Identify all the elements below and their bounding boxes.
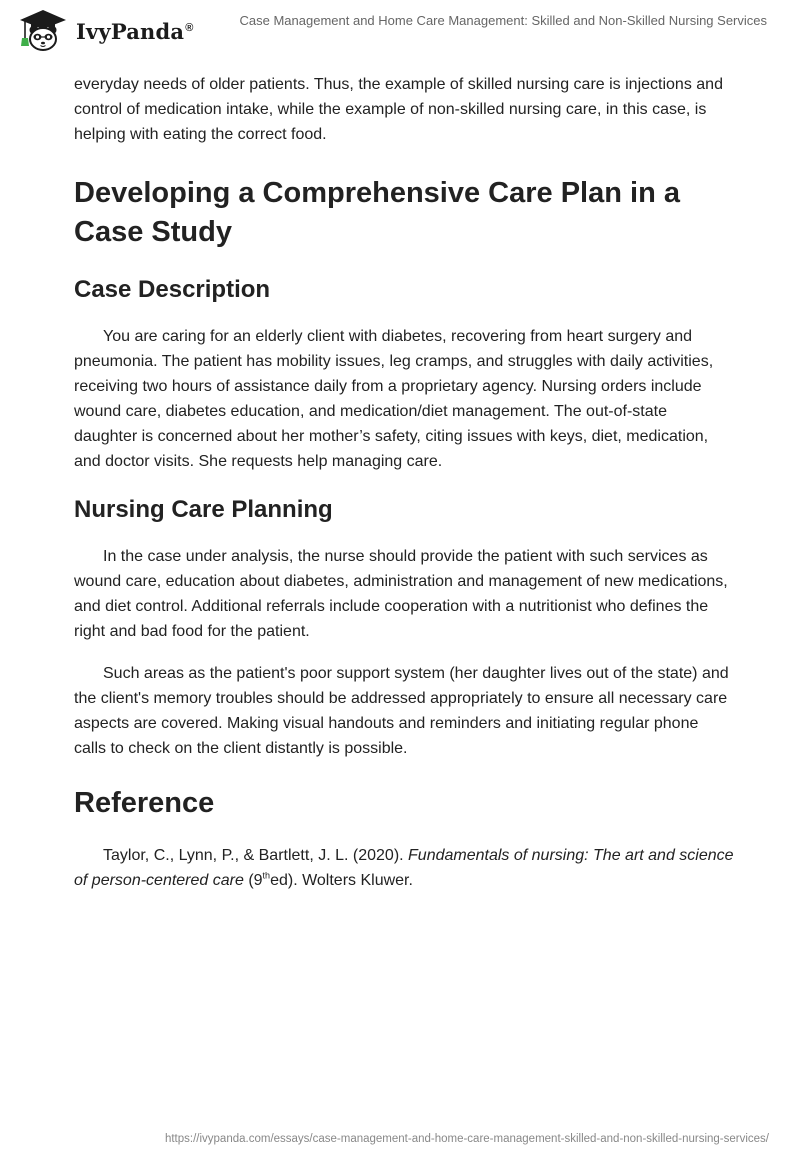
brand-name: IvyPanda®	[76, 18, 194, 44]
reference-entry	[74, 843, 734, 893]
reference-edition-sup: th	[262, 870, 271, 881]
section-title: Developing a Comprehensive Care Plan in a Case Study	[74, 177, 680, 248]
case-description-paragraph: You are caring for an elderly client with diabetes, recovering from heart surgery and pneumonia. The patient has mobility issues, leg cramps, and struggles with daily activities, receiving two hours of assistance daily from a proprietary agency. Nursing orders include wound care, diabetes education, and medication/diet management. The out-of-state daughter is concerned about her mother’s safety, citing issues with keys, diet, medication, and doctor visits. She requests help managing care.	[74, 328, 714, 470]
page-header	[0, 0, 800, 60]
reference-edition-open: (9	[243, 872, 263, 889]
case-description-heading: Case Description	[74, 276, 271, 303]
reference-book-title: Fundamentals of nursing: The art and science of person-centered care	[74, 847, 734, 889]
footer-url-link[interactable]: https://ivypanda.com/essays/case-management-and-home-care-management-skilled-and-non-skilled-nursing-services/	[164, 1133, 769, 1145]
intro-paragraph: everyday needs of older patients. Thus, the example of skilled nursing care is injections and control of medication intake, while the example of non-skilled nursing care, in this case, is helping with eating the correct food.	[74, 76, 723, 143]
reference-authors: Taylor, C., Lynn, P., & Bartlett, J. L. (2020).	[103, 847, 409, 864]
document-title: Case Management and Home Care Management: Skilled and Non-Skilled Nursing Services	[239, 13, 767, 28]
nursing-care-planning-heading: Nursing Care Planning	[74, 496, 333, 523]
ivypanda-logo[interactable]	[14, 8, 194, 52]
essay-content	[74, 72, 734, 893]
reference-edition-close: ed). Wolters Kluwer.	[270, 872, 413, 889]
nursing-care-planning-paragraph-2: Such areas as the patient's poor support system (her daughter lives out of the state) and the client's memory troubles should be addressed appropriately to ensure all necessary care aspects are covered. Making visual handouts and reminders and initiating regular phone calls to check on the client distantly is possible.	[74, 665, 729, 757]
registered-mark: ®	[185, 21, 194, 34]
panda-graduate-icon	[14, 8, 72, 52]
nursing-care-planning-paragraph-1: In the case under analysis, the nurse should provide the patient with such services as wound care, education about diabetes, administration and management of new medications, and diet control. Additional referrals include cooperation with a nutritionist who defines the right and bad food for the patient.	[74, 548, 728, 640]
reference-heading: Reference	[74, 787, 215, 819]
